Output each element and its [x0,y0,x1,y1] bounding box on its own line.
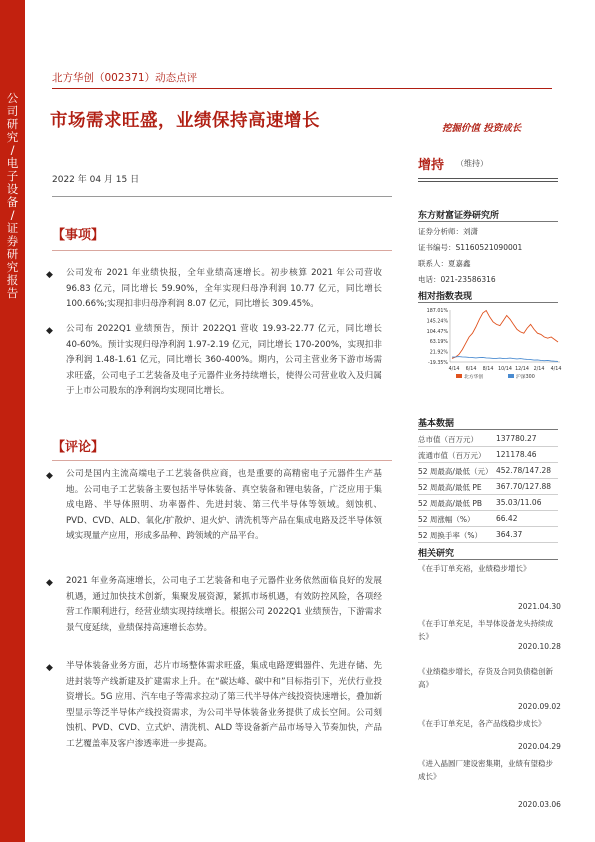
category-char: 备 [6,195,19,209]
x-tick-label: 10/14 [498,367,512,372]
category-char: 设 [6,182,19,196]
comments-divider [52,460,392,461]
basic-data-row-divider [418,526,558,527]
related-report-date: 2020.10.28 [518,642,561,651]
comments-section-title: 【评论】 [52,440,105,455]
date-divider [52,196,392,197]
comment-paragraph: 半导体装备业务方面，芯片市场整体需求旺盛，集成电路逻辑器件、先进存储、先进封装等产线新建及扩建需求上升。在“碳达峰、碳中和”目标指引下，光伏行业投资增长。5G 应用、汽车电子等需求拉动了第三代半导体产线投资快速增长，叠加新型显示等泛半导体产线投资需求，为公司半导体装备业务提供了成长空间。公司刻蚀机、PVD、CVD、立式炉、清洗机、ALD 等设备新产品市场导入节奏加快，产品工艺覆盖率及客户渗透率进一步提高。 [66,661,382,749]
header-divider [52,88,552,89]
legend-label: 沪深300 [516,375,535,380]
diamond-bullet-icon: ◆ [46,663,53,673]
related-report-link[interactable]: 《业绩稳步增长，存货及合同负债稳创新高》 [418,667,553,689]
basic-data-row-divider [418,542,558,543]
y-tick-label: 187.01% [426,309,448,314]
institute-divider [418,221,558,222]
report-date: 2022 年 04 月 15 日 [52,175,140,185]
diamond-bullet-icon: ◆ [46,471,53,481]
basic-data-title: 基本数据 [418,419,455,429]
category-char: 证 [6,221,19,235]
basic-data-value: 364.37 [496,530,523,539]
page-title: 市场需求旺盛，业绩保持高速增长 [50,111,320,131]
y-tick-label: 63.19% [429,340,448,346]
basic-data-value: 452.78/147.28 [496,466,552,475]
category-char: 研 [6,117,19,131]
category-char: 券 [6,234,19,248]
basic-data-row-divider [418,510,558,511]
chart-divider [418,302,558,303]
related-report-date: 2020.03.06 [518,800,561,809]
rating: 增持 [418,158,445,173]
related-report-link[interactable]: 《在手订单充足，各产品线稳步成长》 [418,719,546,728]
category-char: / [10,208,15,222]
x-tick-label: 6/14 [465,367,477,372]
y-tick-label: -19.35% [427,361,448,366]
basic-data-value: 121178.46 [496,450,537,459]
basic-data-label: 总市值（百万元） [418,435,478,444]
events-divider [52,250,392,251]
basic-data-label: 52 周最高/最低 PB [418,499,483,508]
related-report-link[interactable]: 《进入晶圆厂建设密集期，业绩有望稳步成长》 [418,759,553,781]
contact-name: 联系人：夏嘉鑫 [418,259,471,268]
basic-data-value: 137780.27 [496,434,537,443]
legend-swatch [508,374,514,378]
slogan: 挖掘价值 投资成长 [442,123,522,134]
relative-index-chart [416,306,564,382]
category-char: / [10,143,15,157]
comment-paragraph: 2021 年业务高速增长，公司电子工艺装备和电子元器件业务依然面临良好的发展机遇，通过加快技术创新，集聚发展资源，紧抓市场机遇，有效防控风险，各项经营工作顺利进行，经营业绩实现持续增长。根据公司 2022Q1 业绩预告，下游需求景气度延续，业绩保持高速增长态势。 [66,576,382,633]
y-tick-label: 21.92% [429,350,448,356]
rating-divider [418,178,558,179]
series-line [452,357,558,362]
basic-data-label: 流通市值（百万元） [418,451,486,460]
basic-data-label: 52 周涨幅（%） [418,515,475,524]
contact-phone: 电话：021-23586316 [418,275,496,284]
basic-data-value: 367.70/127.88 [496,482,552,491]
basic-data-label: 52 周换手率（%） [418,531,483,540]
y-tick-label: 104.47% [426,329,448,335]
related-report-date: 2020.09.02 [518,702,561,711]
rating-divider [418,181,558,182]
comment-paragraph: 公司是国内主流高端电子工艺装备供应商，也是重要的高精密电子元器件生产基地。公司电子工艺装备主要包括半导体装备、真空装备和锂电装备，广泛应用于集成电路、半导体照明、功率器件、先进封装、第三代半导体等领域。刻蚀机、PVD、CVD、ALD、氧化/扩散炉、退火炉、清洗机等产品在集成电路及泛半导体领域实现量产应用，形成多品种、跨领域的产品平台。 [66,469,382,542]
diamond-bullet-icon: ◆ [46,578,53,588]
event-paragraph: 公司布 2022Q1 业绩预告，预计 2022Q1 营收 19.93-22.77 亿元，同比增长 40-60%。预计实现归母净利润 1.97-2.19 亿元，同比增长 170-200%，实现扣非净利润 1.48-1.61 亿元，同比增长 360-400%。期内，公司主营业务下游市场需求旺盛，公司电子工艺装备及电子元器件业务持续增长，使得公司营业收入及归属于上市公司股东的净利润均实现同比增长。 [66,324,382,397]
x-tick-label: 4/14 [550,367,562,372]
series-line [452,311,558,359]
related-report-link[interactable]: 《在手订单充裕，业绩稳步增长》 [418,564,531,573]
diamond-bullet-icon: ◆ [46,326,53,336]
basic-data-value: 35.03/11.06 [496,498,542,507]
category-char: 报 [6,273,19,287]
analyst-cert: 证书编号：S1160521090001 [418,243,523,252]
diamond-bullet-icon: ◆ [46,270,53,280]
basic-data-row-divider [418,462,558,463]
related-research-divider [418,559,558,560]
legend-label: 北方华创 [464,375,484,380]
legend-swatch [456,374,462,378]
x-tick-label: 2/14 [533,367,545,372]
basic-data-row-divider [418,478,558,479]
event-paragraph: 公司发布 2021 年业绩快报，全年业绩高速增长。初步核算 2021 年公司营收 96.83 亿元，同比增长 59.90%，全年实现归母净利润 10.77 亿元，同比增长 100.66%;实现扣非归母净利润 8.07 亿元，同比增长 309.45%。 [66,268,382,310]
basic-data-label: 52 周最高/最低 PE [418,483,482,492]
category-vertical-text [2,92,23,300]
rating-sub: （维持） [456,159,488,168]
report-header-label: 北方华创（002371）动态点评 [52,72,198,84]
related-research-title: 相关研究 [418,549,455,559]
related-report-date: 2020.04.29 [518,742,561,751]
institute-name: 东方财富证券研究所 [418,211,500,221]
y-tick-label: 145.24% [426,319,448,325]
related-report-date: 2021.04.30 [518,602,561,611]
category-char: 究 [6,130,19,144]
category-char: 司 [6,104,19,118]
category-char: 研 [6,247,19,261]
basic-data-row-divider [418,446,558,447]
category-char: 究 [6,260,19,274]
basic-data-value: 66.42 [496,514,518,523]
category-char: 电 [6,156,19,170]
category-char: 子 [6,169,19,183]
events-section-title: 【事项】 [52,228,105,243]
basic-data-divider [418,429,558,430]
x-tick-label: 4/14 [448,367,460,372]
analyst-name: 证券分析师：刘潇 [418,227,478,236]
basic-data-label: 52 周最高/最低（元） [418,467,493,476]
category-char: 公 [6,91,19,105]
x-tick-label: 12/14 [515,367,529,372]
category-char: 告 [6,286,19,300]
x-tick-label: 8/14 [482,367,494,372]
related-report-link[interactable]: 《在手订单充足，半导体设备龙头持续成长》 [418,619,553,641]
chart-title: 相对指数表现 [418,292,473,302]
basic-data-row-divider [418,494,558,495]
